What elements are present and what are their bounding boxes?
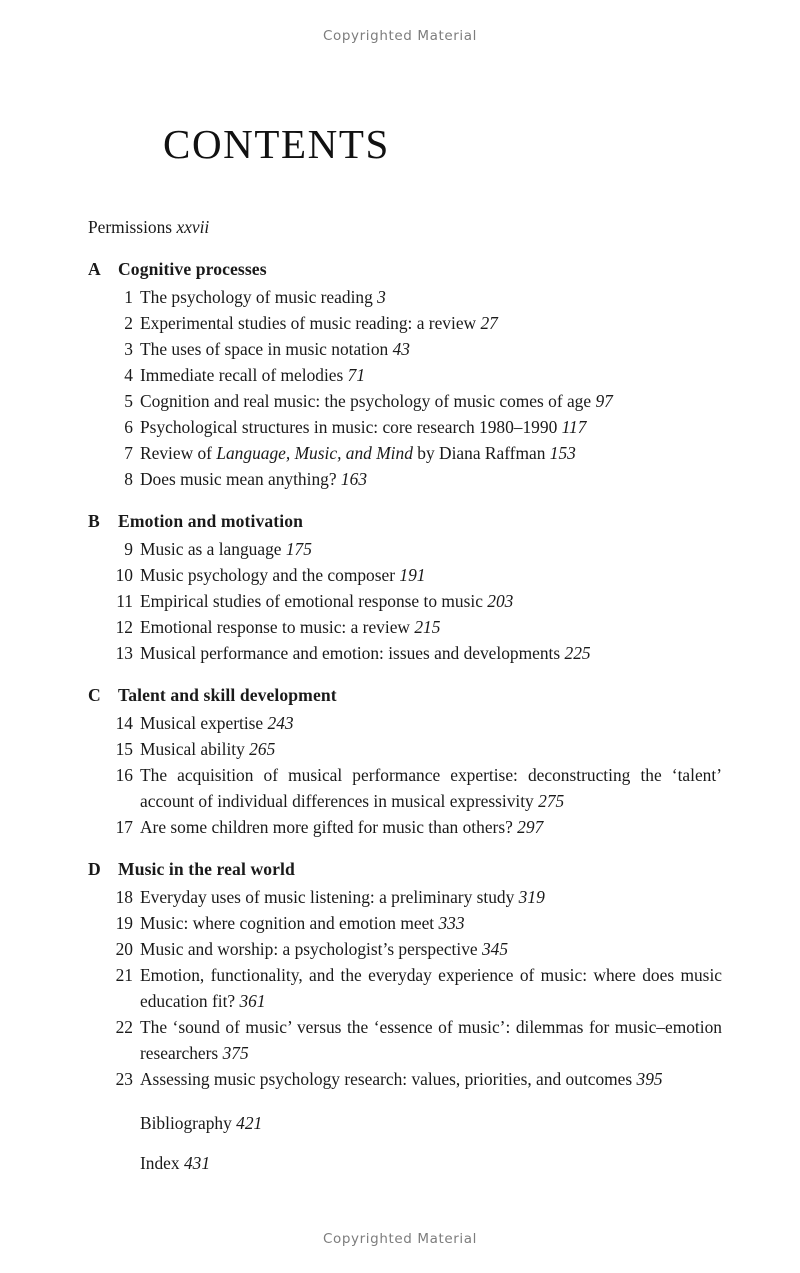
chapter-title	[140, 814, 722, 840]
copyright-watermark-footer: Copyrighted Material	[323, 1231, 477, 1247]
chapter-page-number: 375	[222, 1043, 249, 1063]
chapter-entry[interactable]	[88, 962, 722, 1014]
chapter-entry[interactable]	[88, 640, 722, 666]
chapter-title	[140, 640, 722, 666]
chapter-page-number: 191	[399, 565, 426, 585]
chapter-title	[140, 910, 722, 936]
chapter-page-number: 225	[564, 643, 591, 663]
chapter-title-text: The ‘sound of music’ versus the ‘essence of music’: dilemmas for music–emotion researchers	[140, 1017, 722, 1063]
chapter-page-number: 319	[518, 887, 545, 907]
chapter-entry[interactable]	[88, 562, 722, 588]
back-matter-label: Bibliography	[140, 1113, 232, 1133]
chapter-number: 16	[115, 765, 133, 785]
section-heading	[88, 256, 722, 282]
chapter-title	[140, 936, 722, 962]
chapter-entry[interactable]	[88, 336, 722, 362]
chapter-number: 9	[124, 539, 133, 559]
chapter-number: 10	[115, 565, 133, 585]
chapter-title-text: Empirical studies of emotional response to music	[140, 591, 483, 611]
toc-section	[88, 856, 722, 1092]
chapter-entry[interactable]	[88, 1066, 722, 1092]
chapter-entry[interactable]	[88, 388, 722, 414]
chapter-page-number: 117	[561, 417, 587, 437]
chapter-entry[interactable]	[88, 614, 722, 640]
chapter-title	[140, 962, 722, 1014]
chapter-title	[140, 562, 722, 588]
section-letter: C	[88, 685, 101, 705]
chapter-title	[140, 414, 722, 440]
copyright-watermark-header: Copyrighted Material	[323, 28, 477, 44]
table-of-contents	[88, 214, 722, 1176]
chapter-title	[140, 310, 722, 336]
chapter-title	[140, 440, 722, 466]
chapter-page-number: 333	[438, 913, 465, 933]
chapter-entry[interactable]	[88, 466, 722, 492]
chapter-title-text: The acquisition of musical performance expertise: deconstructing the ‘talent’ account of individual differences in musical expressivity	[140, 765, 722, 811]
chapter-title-prefix: Review of	[140, 443, 217, 463]
chapter-entry[interactable]	[88, 588, 722, 614]
chapter-number: 4	[124, 365, 133, 385]
chapter-title-text: Musical performance and emotion: issues and developments	[140, 643, 561, 663]
chapter-number: 18	[115, 887, 133, 907]
chapter-entry[interactable]	[88, 284, 722, 310]
chapter-title	[140, 1014, 722, 1066]
back-matter-page: 421	[236, 1113, 263, 1133]
chapter-page-number: 43	[392, 339, 410, 359]
section-title: Music in the real world	[118, 859, 295, 879]
chapter-title-text: Psychological structures in music: core research 1980–1990	[140, 417, 558, 437]
chapter-page-number: 3	[377, 287, 386, 307]
chapter-entry[interactable]	[88, 362, 722, 388]
chapter-number: 17	[115, 817, 133, 837]
chapter-title-text: Musical ability	[140, 739, 245, 759]
chapter-number: 14	[115, 713, 133, 733]
chapter-title-text: Music as a language	[140, 539, 282, 559]
chapter-entry[interactable]	[88, 414, 722, 440]
chapter-title-text: Everyday uses of music listening: a preliminary study	[140, 887, 515, 907]
chapter-number: 11	[116, 591, 133, 611]
chapter-page-number: 27	[480, 313, 498, 333]
chapter-title-text: Does music mean anything?	[140, 469, 337, 489]
chapter-title	[140, 884, 722, 910]
chapter-title-text: Immediate recall of melodies	[140, 365, 344, 385]
chapter-title-text: The psychology of music reading	[140, 287, 373, 307]
chapter-title-work: Language, Music, and Mind	[216, 443, 413, 463]
chapter-page-number: 297	[517, 817, 544, 837]
chapter-title	[140, 762, 722, 814]
chapter-number: 12	[115, 617, 133, 637]
chapter-title-text: Music and worship: a psychologist’s perspective	[140, 939, 478, 959]
chapter-entry[interactable]	[88, 440, 722, 466]
chapter-number: 20	[115, 939, 133, 959]
chapter-title	[140, 536, 722, 562]
chapter-entry[interactable]	[88, 310, 722, 336]
toc-section	[88, 508, 722, 666]
chapter-entry[interactable]	[88, 710, 722, 736]
chapter-title	[140, 710, 722, 736]
chapter-page-number: 97	[595, 391, 613, 411]
chapter-entry[interactable]	[88, 736, 722, 762]
chapter-title	[140, 362, 722, 388]
chapter-title	[140, 1066, 722, 1092]
toc-section	[88, 256, 722, 492]
chapter-list	[88, 284, 722, 492]
chapter-page-number: 275	[538, 791, 565, 811]
chapter-page-number: 265	[249, 739, 276, 759]
chapter-page-number: 243	[267, 713, 294, 733]
section-title: Emotion and motivation	[118, 511, 304, 531]
chapter-list	[88, 884, 722, 1092]
section-letter: B	[88, 511, 100, 531]
chapter-entry[interactable]	[88, 910, 722, 936]
chapter-title	[140, 736, 722, 762]
chapter-page-number: 215	[414, 617, 441, 637]
chapter-title-text: Cognition and real music: the psychology of music comes of age	[140, 391, 592, 411]
section-heading	[88, 508, 722, 534]
chapter-page-number: 203	[487, 591, 514, 611]
chapter-number: 13	[115, 643, 133, 663]
back-matter-label: Index	[140, 1153, 180, 1173]
chapter-title-text: Emotion, functionality, and the everyday experience of music: where does music education fit?	[140, 965, 722, 1011]
chapter-page-number: 163	[340, 469, 368, 489]
chapter-entry[interactable]	[88, 814, 722, 840]
chapter-entry[interactable]	[88, 936, 722, 962]
chapter-title	[140, 388, 722, 414]
chapter-title	[140, 614, 722, 640]
section-heading	[88, 856, 722, 882]
section-heading	[88, 682, 722, 708]
chapter-number: 21	[115, 965, 133, 985]
chapter-number: 15	[115, 739, 133, 759]
front-matter-label: Permissions	[88, 217, 173, 237]
chapter-page-number: 345	[481, 939, 509, 959]
back-matter-page: 431	[183, 1153, 211, 1173]
chapter-page-number: 153	[549, 443, 576, 463]
section-letter: D	[88, 859, 101, 879]
chapter-number: 7	[124, 443, 133, 463]
chapter-title	[140, 336, 722, 362]
chapter-entry[interactable]	[88, 1014, 722, 1066]
section-title: Cognitive processes	[118, 259, 267, 279]
chapter-title-text: Assessing music psychology research: values, priorities, and outcomes	[140, 1069, 633, 1089]
front-matter-page: xxvii	[176, 217, 210, 237]
chapter-entry[interactable]	[88, 536, 722, 562]
chapter-page-number: 395	[636, 1069, 663, 1089]
chapter-number: 1	[124, 287, 133, 307]
chapter-number: 3	[124, 339, 133, 359]
chapter-title-text: Experimental studies of music reading: a review	[140, 313, 477, 333]
chapter-number: 22	[115, 1017, 133, 1037]
chapter-title-text: Music: where cognition and emotion meet	[140, 913, 435, 933]
chapter-list	[88, 710, 722, 840]
chapter-title-suffix: by Diana Raffman	[412, 443, 546, 463]
chapter-number: 2	[124, 313, 133, 333]
chapter-entry[interactable]	[88, 884, 722, 910]
chapter-title-text: Music psychology and the composer	[140, 565, 396, 585]
sections-container	[88, 256, 722, 1092]
toc-section	[88, 682, 722, 840]
chapter-number: 19	[115, 913, 133, 933]
page-title: CONTENTS	[163, 121, 390, 168]
chapter-number: 23	[115, 1069, 133, 1089]
chapter-title	[140, 284, 722, 310]
chapter-title-text: The uses of space in music notation	[140, 339, 389, 359]
back-matter-entry[interactable]	[140, 1150, 722, 1176]
chapter-entry[interactable]	[88, 762, 722, 814]
chapter-page-number: 175	[285, 539, 312, 559]
chapter-page-number: 71	[347, 365, 366, 385]
chapter-number: 6	[124, 417, 133, 437]
section-title: Talent and skill development	[118, 685, 337, 705]
chapter-page-number: 361	[239, 991, 266, 1011]
chapter-title	[140, 466, 722, 492]
chapter-number: 5	[124, 391, 133, 411]
front-matter-permissions	[88, 214, 722, 240]
chapter-title-text: Musical expertise	[140, 713, 264, 733]
chapter-title-text: Are some children more gifted for music than others?	[140, 817, 513, 837]
chapter-number: 8	[124, 469, 133, 489]
chapter-title	[140, 588, 722, 614]
back-matter-container	[88, 1110, 722, 1176]
chapter-title-text: Emotional response to music: a review	[140, 617, 410, 637]
chapter-list	[88, 536, 722, 666]
section-letter: A	[88, 259, 101, 279]
back-matter-entry[interactable]	[140, 1110, 722, 1136]
